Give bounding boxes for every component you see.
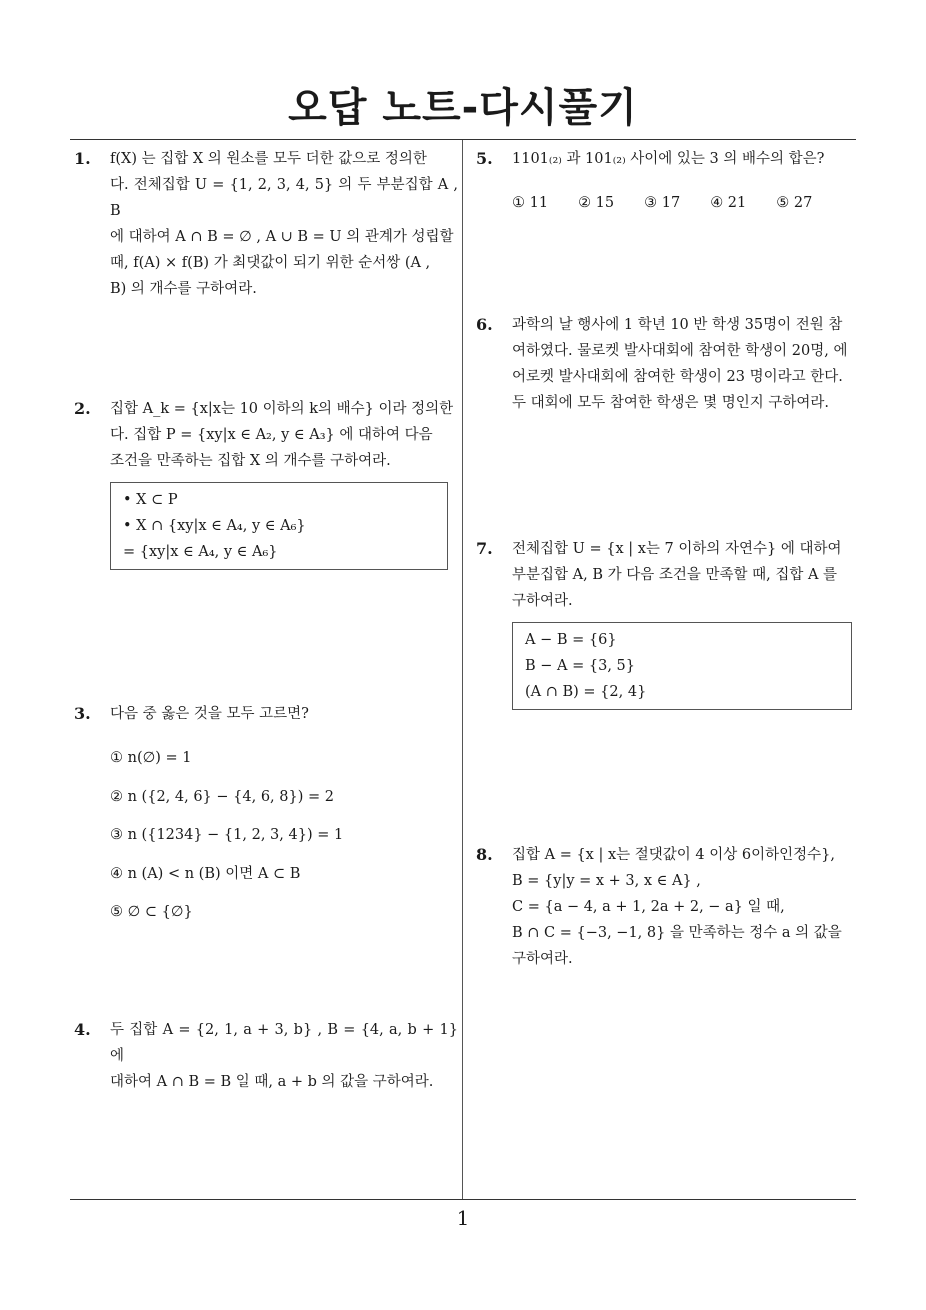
page-title: 오답 노트-다시풀기 <box>288 85 638 131</box>
problem-line: f(X) 는 집합 X 의 원소를 모두 더한 값으로 정의한 <box>110 151 427 167</box>
footer-rule <box>70 1199 856 1200</box>
problem-2 <box>74 396 458 570</box>
problem-8 <box>476 842 860 972</box>
problem-line: 집합 A = {x | x는 절댓값이 4 이상 6이하인정수}, <box>512 847 835 863</box>
choice-item[interactable]: ② n ({2, 4, 6} − {4, 6, 8}) = 2 <box>110 788 334 805</box>
problem-number: 6. <box>476 315 493 334</box>
problem-number: 1. <box>74 149 91 168</box>
problem-line: 전체집합 U = {x | x는 7 이하의 자연수} 에 대하여 <box>512 541 842 557</box>
problem-number: 4. <box>74 1020 91 1039</box>
choice-item[interactable]: ① 11 <box>512 195 549 211</box>
problem-text <box>110 1017 458 1095</box>
condition-line: B − A = {3, 5} <box>525 658 635 674</box>
problem-question: 1101₍₂₎ 과 101₍₂₎ 사이에 있는 3 의 배수의 합은? <box>512 151 825 167</box>
problem-text <box>512 536 860 614</box>
problem-text <box>110 396 458 474</box>
problem-line: 부분집합 A, B 가 다음 조건을 만족할 때, 집합 A 를 <box>512 567 838 583</box>
problem-3 <box>74 701 458 938</box>
condition-line: • X ⊂ P <box>123 492 178 508</box>
choice-item[interactable]: ③ n ({1234} − {1, 2, 3, 4}) = 1 <box>110 827 344 843</box>
problem-number: 2. <box>74 399 91 418</box>
condition-box <box>512 622 852 710</box>
problem-line: 여하였다. 물로켓 발사대회에 참여한 학생이 20명, 에 <box>512 343 848 359</box>
problem-line: 어로켓 발사대회에 참여한 학생이 23 명이라고 한다. <box>512 369 843 385</box>
problem-line: 구하여라. <box>512 951 573 967</box>
problem-number: 8. <box>476 845 493 864</box>
problem-text <box>110 146 458 302</box>
problem-6 <box>476 312 860 416</box>
condition-box <box>110 482 448 570</box>
problem-line: B = {y|y = x + 3, x ∈ A} , <box>512 873 701 889</box>
problem-line: 두 집합 A = {2, 1, a + 3, b} , B = {4, a, b + 1} 에 <box>110 1022 458 1064</box>
choice-item[interactable]: ③ 17 <box>644 195 681 211</box>
problem-7 <box>476 536 860 710</box>
choice-item[interactable]: ④ 21 <box>710 195 747 211</box>
problem-number: 3. <box>74 704 91 723</box>
problem-line: 대하여 A ∩ B = B 일 때, a + b 의 값을 구하여라. <box>110 1074 434 1090</box>
problem-line: C = {a − 4, a + 1, 2a + 2, − a} 일 때, <box>512 899 785 915</box>
problem-question: 다음 중 옳은 것을 모두 고르면? <box>110 706 309 722</box>
problem-text <box>512 312 860 416</box>
problem-1 <box>74 146 458 302</box>
problem-5 <box>476 146 860 216</box>
page-number: 1 <box>456 1206 470 1230</box>
choice-list <box>110 745 458 938</box>
problem-4 <box>74 1017 458 1095</box>
problem-line: 과학의 날 행사에 1 학년 10 반 학생 35명이 전원 참 <box>512 317 843 333</box>
problem-line: 구하여라. <box>512 593 573 609</box>
problem-line: 다. 집합 P = {xy|x ∈ A₂, y ∈ A₃} 에 대하여 다음 <box>110 427 433 443</box>
condition-line: = {xy|x ∈ A₄, y ∈ A₆} <box>123 544 278 560</box>
choice-item[interactable]: ② 15 <box>578 195 615 211</box>
problem-line: 집합 A_k = {x|x는 10 이하의 k의 배수} 이라 정의한 <box>110 401 454 417</box>
choice-item[interactable]: ⑤ ∅ ⊂ {∅} <box>110 904 193 920</box>
problem-line: 조건을 만족하는 집합 X 의 개수를 구하여라. <box>110 453 391 469</box>
choice-item[interactable]: ① n(∅) = 1 <box>110 750 192 766</box>
header-rule <box>70 139 856 140</box>
problem-line: 때, f(A) × f(B) 가 최댓값이 되기 위한 순서쌍 (A , <box>110 255 431 271</box>
problem-line: B) 의 개수를 구하여라. <box>110 281 257 297</box>
condition-line: (A ∩ B) = {2, 4} <box>525 684 647 700</box>
choice-row <box>512 190 860 216</box>
condition-line: A − B = {6} <box>525 632 617 648</box>
choice-item[interactable]: ⑤ 27 <box>776 195 813 211</box>
problem-line: 다. 전체집합 U = {1, 2, 3, 4, 5} 의 두 부분집합 A , B <box>110 177 458 219</box>
condition-line: • X ∩ {xy|x ∈ A₄, y ∈ A₆} <box>123 518 306 534</box>
problem-number: 5. <box>476 149 493 168</box>
column-divider <box>462 140 463 1199</box>
problem-text <box>512 842 860 972</box>
problem-number: 7. <box>476 539 493 558</box>
problem-line: B ∩ C = {−3, −1, 8} 을 만족하는 정수 a 의 값을 <box>512 925 842 941</box>
problem-line: 두 대회에 모두 참여한 학생은 몇 명인지 구하여라. <box>512 395 830 411</box>
problem-line: 에 대하여 A ∩ B = ∅ , A ∪ B = U 의 관계가 성립할 <box>110 229 454 245</box>
choice-item[interactable]: ④ n (A) < n (B) 이면 A ⊂ B <box>110 865 301 882</box>
